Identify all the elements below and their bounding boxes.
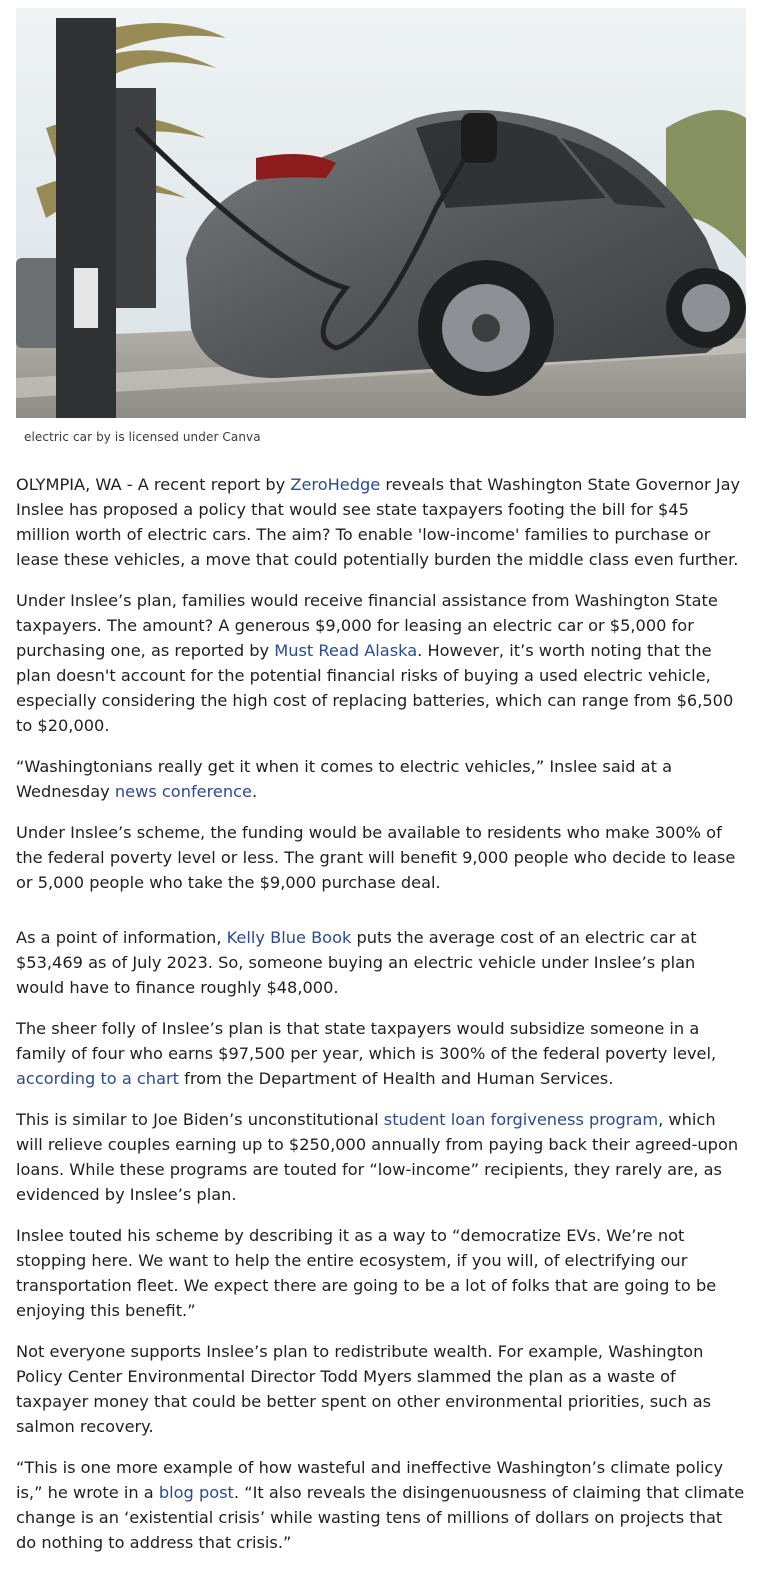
paragraph-8: Inslee touted his scheme by describing it as a way to “democratize EVs. We’re not stopping here. We want to help the entire ecosystem, if you will, of electrifying our transportation fleet. We expect there are going to be a lot of folks that are going to be enjoying this benefit.” (16, 1226, 717, 1320)
paragraph-4: Under Inslee’s scheme, the funding would be available to residents who make 300% of the federal poverty level or less. The grant will benefit 9,000 people who decide to lease or 5,000 people who take the $9,000 purchase deal. (16, 823, 736, 892)
hero-image (16, 8, 746, 418)
paragraph-1: OLYMPIA, WA - A recent report by ZeroHedge reveals that Washington State Governor Jay Inslee has proposed a policy that would see state taxpayers footing the bill for $45 million worth of electric cars. The aim? To enable 'low-income' families to purchase or lease these vehicles, a move that could potentially burden the middle class even further. (16, 475, 741, 569)
link-kelly-blue-book[interactable]: Kelly Blue Book (226, 928, 352, 947)
image-caption: electric car by is licensed under Canva (24, 430, 261, 444)
electric-car-photo (16, 8, 746, 418)
paragraph-5: As a point of information, Kelly Blue Book puts the average cost of an electric car at $53,469 as of July 2023. So, someone buying an electric vehicle under Inslee’s plan would have to finance roughly $48,000. (16, 928, 697, 997)
paragraph-6: The sheer folly of Inslee’s plan is that state taxpayers would subsidize someone in a family of four who earns $97,500 per year, which is 300% of the federal poverty level, according to a chart from the Department of Health and Human Services. (16, 1019, 717, 1088)
paragraph-2: Under Inslee’s plan, families would receive financial assistance from Washington State taxpayers. The amount? A generous $9,000 for leasing an electric car or $5,000 for purchasing one, as reported by Must Read Alaska. However, it’s worth noting that the plan doesn't account for the potential financial risks of buying a used electric vehicle, especially considering the high cost of replacing batteries, which can range from $6,500 to $20,000. (16, 591, 734, 735)
link-student-loan-forgiveness[interactable]: student loan forgiveness program (383, 1110, 659, 1129)
paragraph-9: Not everyone supports Inslee’s plan to redistribute wealth. For example, Washington Policy Center Environmental Director Todd Myers slammed the plan as a waste of taxpayer money that could be better spent on other environmental priorities, such as salmon recovery. (16, 1342, 712, 1436)
link-must-read-alaska[interactable]: Must Read Alaska (274, 641, 418, 660)
paragraph-3: “Washingtonians really get it when it comes to electric vehicles,” Inslee said at a Wednesday news conference. (16, 757, 672, 801)
link-blog-post[interactable]: blog post (158, 1483, 234, 1502)
paragraph-7: This is similar to Joe Biden’s unconstitutional student loan forgiveness program, which will relieve couples earning up to $250,000 annually from paying back their agreed-upon loans. While these programs are touted for “low-income” recipients, they rarely are, as evidenced by Inslee’s plan. (16, 1110, 739, 1204)
paragraph-10: “This is one more example of how wasteful and ineffective Washington’s climate policy is,” he wrote in a blog post. “It also reveals the disingenuousness of claiming that climate change is an ‘existential crisis’ while wasting tens of millions of dollars on projects that do nothing to address that crisis.” (16, 1458, 745, 1552)
link-zerohedge[interactable]: ZeroHedge (290, 475, 381, 494)
link-according-to-a-chart[interactable]: according to a chart (16, 1069, 179, 1088)
article-body (16, 472, 746, 1571)
link-news-conference[interactable]: news conference (114, 782, 253, 801)
